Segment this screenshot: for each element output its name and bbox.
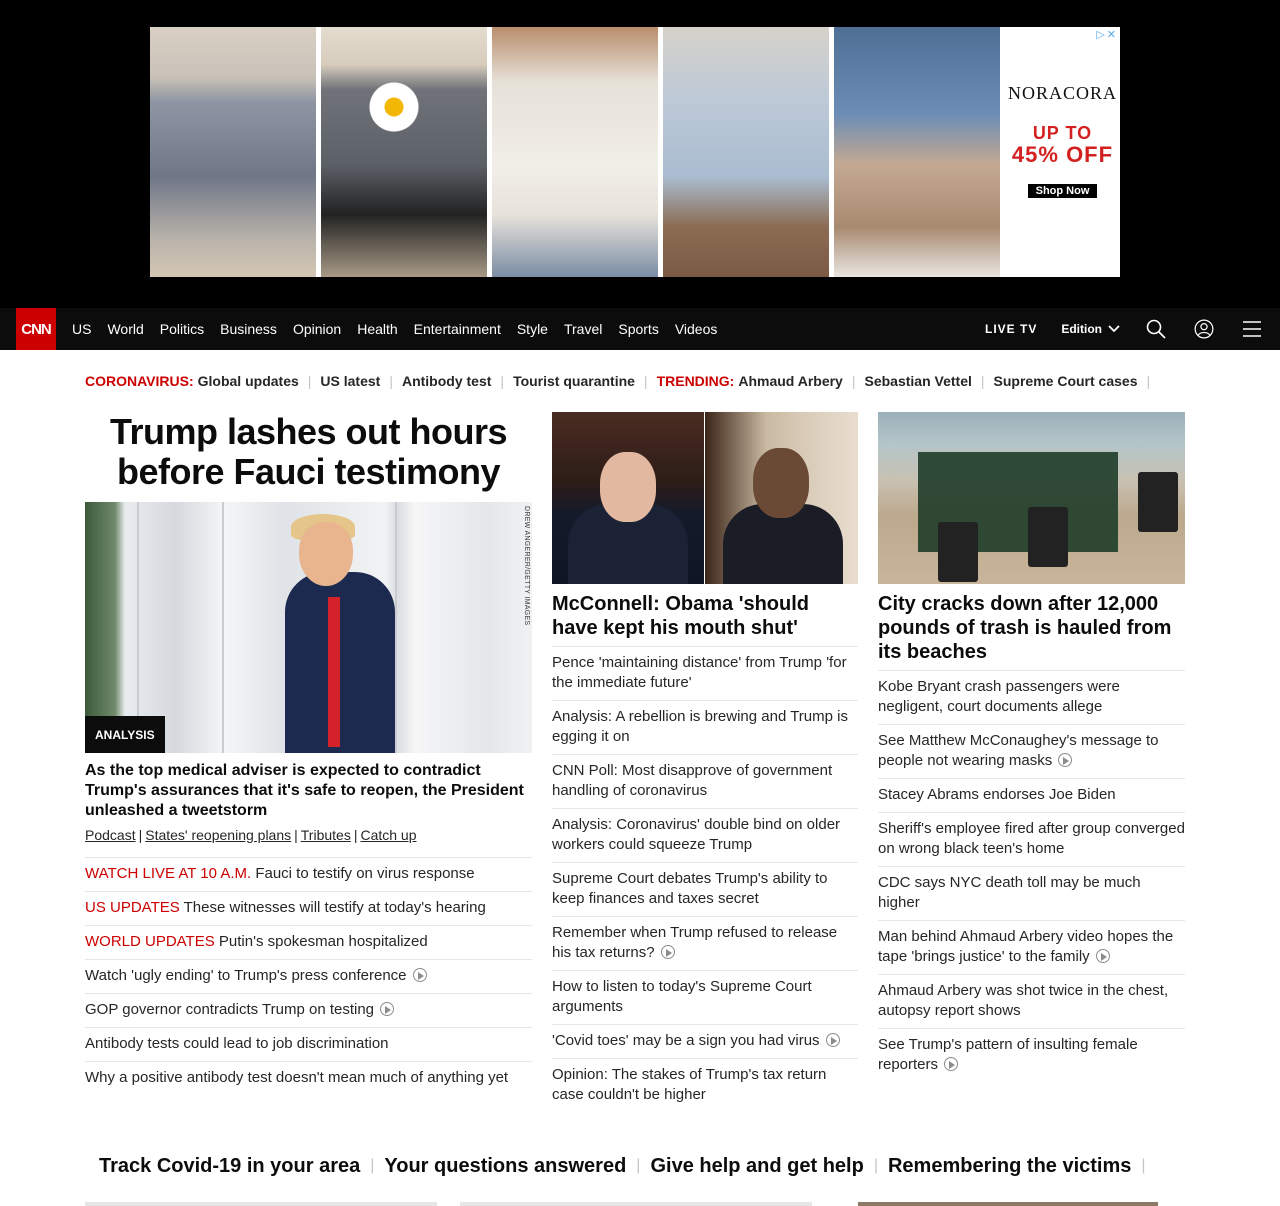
nav-links bbox=[72, 308, 717, 350]
ad-offer-line1: UP TO bbox=[1032, 123, 1093, 143]
analysis-badge: ANALYSIS bbox=[85, 716, 165, 753]
list-item-text: Supreme Court debates Trump's ability to keep finances and taxes secret bbox=[552, 870, 828, 907]
nav-link-business[interactable]: Business bbox=[220, 321, 277, 337]
list-item[interactable] bbox=[85, 857, 532, 891]
live-tv-link[interactable]: LIVE TV bbox=[984, 322, 1038, 336]
list-item-text: These witnesses will testify at today's hearing bbox=[179, 899, 486, 916]
nav-link-travel[interactable]: Travel bbox=[563, 321, 603, 337]
column-pillar bbox=[222, 502, 224, 753]
daisy-graphic bbox=[369, 82, 419, 132]
trending-link[interactable]: Tourist quarantine bbox=[513, 373, 635, 389]
list-item-text: Man behind Ahmaud Arbery video hopes the tape 'brings justice' to the family bbox=[878, 928, 1174, 965]
chevron-down-icon bbox=[1108, 325, 1120, 333]
list-item-text: Kobe Bryant crash passengers were negligent, court documents allege bbox=[878, 678, 1120, 715]
list-item[interactable] bbox=[878, 920, 1185, 974]
card-edge bbox=[460, 1202, 812, 1206]
divider: | bbox=[294, 827, 298, 843]
nav-link-health[interactable]: Health bbox=[357, 321, 398, 337]
list-item[interactable] bbox=[878, 974, 1185, 1028]
list-item[interactable] bbox=[85, 1061, 532, 1095]
photo-right-portrait bbox=[705, 412, 858, 584]
left-headline-list bbox=[85, 857, 532, 1095]
ad-photo-daisy-top[interactable] bbox=[321, 27, 487, 277]
list-item-text: Analysis: A rebellion is brewing and Trump is egging it on bbox=[552, 708, 848, 745]
divider: | bbox=[1141, 1157, 1146, 1174]
ad-banner-zone bbox=[0, 0, 1280, 308]
advertisement[interactable] bbox=[150, 27, 1120, 277]
nav-link-world[interactable]: World bbox=[107, 321, 144, 337]
list-item-text: See Trump's pattern of insulting female reporters bbox=[878, 1036, 1138, 1073]
ad-offer bbox=[1012, 122, 1113, 166]
list-item[interactable] bbox=[552, 916, 858, 970]
list-item-text: Pence 'maintaining distance' from Trump 'for the immediate future' bbox=[552, 654, 847, 691]
list-item[interactable] bbox=[878, 778, 1185, 812]
figure-head bbox=[299, 522, 353, 586]
play-video-icon bbox=[413, 968, 427, 982]
list-item-text: Antibody tests could lead to job discrimination bbox=[85, 1035, 389, 1052]
related-link[interactable]: Catch up bbox=[360, 827, 417, 843]
kicker: WORLD UPDATES bbox=[85, 933, 215, 950]
middle-headline-list bbox=[552, 646, 858, 1112]
list-item-text: Stacey Abrams endorses Joe Biden bbox=[878, 786, 1116, 803]
search-icon[interactable] bbox=[1146, 319, 1166, 339]
list-item[interactable] bbox=[878, 812, 1185, 866]
figure-face bbox=[600, 452, 656, 522]
resource-link[interactable]: Remembering the victims bbox=[887, 1154, 1132, 1177]
ad-copy[interactable] bbox=[1005, 27, 1120, 277]
right-column bbox=[878, 412, 1185, 1082]
list-item[interactable] bbox=[552, 970, 858, 1024]
play-video-icon bbox=[380, 1002, 394, 1016]
list-item[interactable] bbox=[85, 925, 532, 959]
list-item-text: See Matthew McConaughey's message to people not wearing masks bbox=[878, 732, 1159, 769]
related-link[interactable]: Tributes bbox=[300, 827, 351, 843]
play-video-icon bbox=[1058, 753, 1072, 767]
ad-choices-icon[interactable]: ▷✕ bbox=[1096, 29, 1118, 41]
lead-related-links bbox=[85, 827, 532, 843]
play-video-icon bbox=[661, 945, 675, 959]
divider: | bbox=[636, 1157, 641, 1174]
divider: | bbox=[500, 373, 505, 389]
trash-bin bbox=[938, 522, 978, 582]
trending-link[interactable]: Supreme Court cases bbox=[993, 373, 1138, 389]
list-item-text: 'Covid toes' may be a sign you had virus bbox=[552, 1032, 820, 1049]
divider: | bbox=[980, 373, 985, 389]
list-item-text: Remember when Trump refused to release his tax returns? bbox=[552, 924, 838, 961]
list-item-text: Why a positive antibody test doesn't mean much of anything yet bbox=[85, 1069, 509, 1086]
list-item[interactable] bbox=[552, 1024, 858, 1058]
nav-right bbox=[985, 308, 1280, 350]
trending-label: TRENDING: bbox=[656, 373, 735, 389]
middle-column bbox=[552, 412, 858, 1112]
list-item[interactable] bbox=[85, 959, 532, 993]
right-headline-list bbox=[878, 670, 1185, 1082]
ad-photo-shorts[interactable] bbox=[663, 27, 829, 277]
list-item[interactable] bbox=[878, 670, 1185, 724]
kicker: US UPDATES bbox=[85, 899, 180, 916]
list-item[interactable] bbox=[85, 1027, 532, 1061]
cnn-logo[interactable]: CNN bbox=[16, 308, 56, 350]
play-video-icon bbox=[944, 1057, 958, 1071]
trending-link[interactable]: Ahmaud Arbery bbox=[738, 373, 843, 389]
play-video-icon bbox=[1096, 949, 1110, 963]
list-item-text: CDC says NYC death toll may be much higher bbox=[878, 874, 1141, 911]
figure-face bbox=[753, 448, 809, 518]
list-item-text: Analysis: Coronavirus' double bind on older workers could squeeze Trump bbox=[552, 816, 841, 853]
top-nav bbox=[0, 308, 1280, 350]
list-item-text: Fauci to testify on virus response bbox=[251, 865, 475, 882]
ad-brand: NORACORA bbox=[1007, 83, 1117, 103]
list-item[interactable] bbox=[552, 808, 858, 862]
trending-link[interactable]: Global updates bbox=[197, 373, 299, 389]
list-item[interactable] bbox=[552, 700, 858, 754]
divider: | bbox=[370, 1157, 375, 1174]
resource-link[interactable]: Your questions answered bbox=[384, 1154, 627, 1177]
photo-left-portrait bbox=[552, 412, 705, 584]
kicker: WATCH LIVE AT 10 A.M. bbox=[85, 865, 252, 882]
list-item-text: Opinion: The stakes of Trump's tax return case couldn't be higher bbox=[552, 1066, 827, 1103]
divider: | bbox=[873, 1157, 878, 1174]
right-headline[interactable]: City cracks down after 12,000 pounds of trash is hauled from its beaches bbox=[878, 593, 1172, 663]
ad-photo-dress[interactable] bbox=[150, 27, 316, 277]
nav-link-sports[interactable]: Sports bbox=[618, 321, 659, 337]
list-item[interactable] bbox=[85, 891, 532, 925]
ad-offer-line2: 45% OFF bbox=[1011, 142, 1114, 167]
divider: | bbox=[138, 827, 143, 843]
coronavirus-label: CORONAVIRUS: bbox=[85, 373, 194, 389]
divider: | bbox=[851, 373, 856, 389]
divider: | bbox=[643, 373, 648, 389]
figure-suit bbox=[285, 572, 395, 753]
edition-menu[interactable] bbox=[1061, 322, 1120, 336]
divider: | bbox=[389, 373, 393, 389]
figure-tie bbox=[328, 597, 340, 747]
trash-bin bbox=[1138, 472, 1178, 532]
related-link[interactable]: Podcast bbox=[85, 827, 136, 843]
nav-link-videos[interactable]: Videos bbox=[674, 321, 718, 337]
nav-link-us[interactable]: US bbox=[72, 321, 92, 337]
nav-link-entertainment[interactable]: Entertainment bbox=[413, 321, 501, 337]
middle-photo[interactable] bbox=[552, 412, 858, 584]
list-item[interactable] bbox=[552, 754, 858, 808]
divider: | bbox=[353, 827, 358, 843]
list-item-text: GOP governor contradicts Trump on testing bbox=[85, 1001, 375, 1018]
list-item[interactable] bbox=[85, 993, 532, 1027]
card-edge bbox=[858, 1202, 1158, 1206]
trending-link[interactable]: US latest bbox=[320, 373, 381, 389]
edition-label: Edition bbox=[1061, 322, 1102, 336]
left-column bbox=[85, 412, 532, 1095]
list-item[interactable] bbox=[878, 1028, 1185, 1082]
ad-photo-shoes[interactable] bbox=[834, 27, 1000, 277]
trending-link[interactable]: Sebastian Vettel bbox=[864, 373, 972, 389]
lead-subheadline[interactable]: As the top medical adviser is expected to contradict Trump's assurances that it's safe to reopen, the President unleashed a tweetstorm bbox=[85, 762, 524, 819]
list-item-text: CNN Poll: Most disapprove of government handling of coronavirus bbox=[552, 762, 833, 799]
resource-link[interactable]: Give help and get help bbox=[650, 1154, 864, 1177]
play-video-icon bbox=[826, 1033, 840, 1047]
divider: | bbox=[1146, 373, 1151, 389]
ad-photo-blouse[interactable] bbox=[492, 27, 658, 277]
trending-bar bbox=[85, 372, 1159, 390]
lead-headline[interactable]: Trump lashes out hours before Fauci testimony bbox=[109, 411, 508, 492]
list-item[interactable] bbox=[552, 862, 858, 916]
list-item-text: Sheriff's employee fired after group converged on wrong black teen's home bbox=[878, 820, 1185, 857]
list-item-text: How to listen to today's Supreme Court arguments bbox=[552, 978, 812, 1015]
list-item-text: Ahmaud Arbery was shot twice in the chest, autopsy report shows bbox=[878, 982, 1169, 1019]
related-link[interactable]: States' reopening plans bbox=[145, 827, 292, 843]
resource-link[interactable]: Track Covid-19 in your area bbox=[99, 1154, 361, 1177]
nav-link-politics[interactable]: Politics bbox=[159, 321, 205, 337]
divider: | bbox=[307, 373, 312, 389]
trending-link[interactable]: Antibody test bbox=[401, 373, 492, 389]
list-item[interactable] bbox=[552, 1058, 858, 1112]
middle-headline[interactable]: McConnell: Obama 'should have kept his mouth shut' bbox=[552, 593, 809, 639]
list-item[interactable] bbox=[878, 866, 1185, 920]
list-item[interactable] bbox=[878, 724, 1185, 778]
nav-link-opinion[interactable]: Opinion bbox=[292, 321, 342, 337]
card-edge bbox=[85, 1202, 437, 1206]
lead-photo[interactable] bbox=[85, 502, 532, 753]
nav-link-style[interactable]: Style bbox=[516, 321, 548, 337]
list-item[interactable] bbox=[552, 646, 858, 700]
trash-bin bbox=[1028, 507, 1068, 567]
right-photo[interactable] bbox=[878, 412, 1185, 584]
ad-shop-now-button[interactable]: Shop Now bbox=[1028, 184, 1098, 198]
hamburger-menu-icon[interactable] bbox=[1242, 319, 1262, 339]
account-icon[interactable] bbox=[1194, 319, 1214, 339]
list-item-text: Putin's spokesman hospitalized bbox=[214, 933, 428, 950]
list-item-text: Watch 'ugly ending' to Trump's press conference bbox=[85, 967, 407, 984]
column-pillar bbox=[395, 502, 397, 753]
photo-credit: DREW ANGERER/GETTY IMAGES bbox=[523, 506, 530, 626]
covid-resource-links bbox=[99, 1154, 1156, 1178]
